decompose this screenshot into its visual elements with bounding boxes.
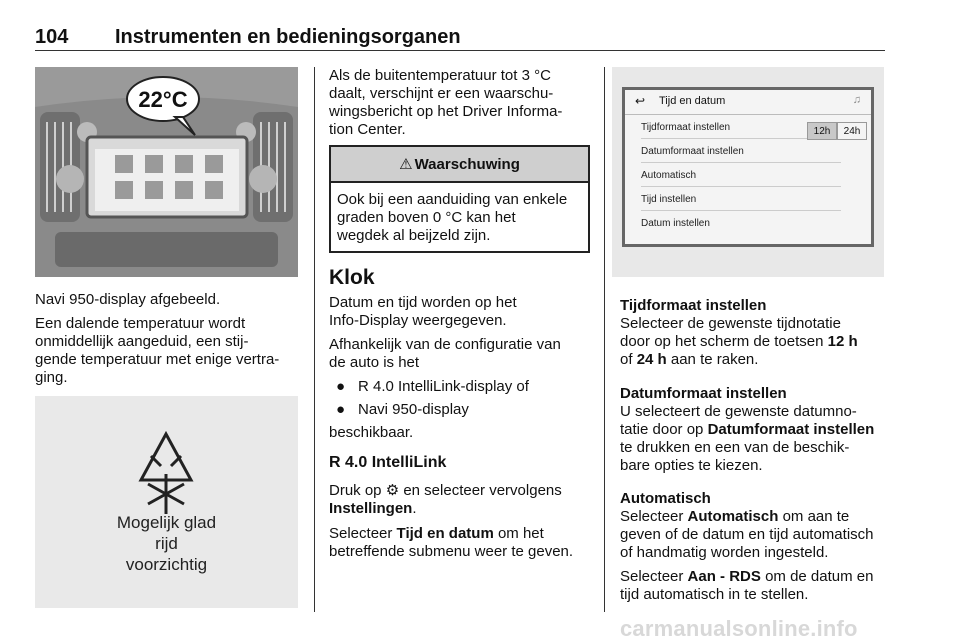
text-run: of	[620, 351, 633, 368]
temperature-paragraph	[35, 315, 279, 387]
tijdformaat-paragraph	[620, 315, 890, 369]
screen-title-bar	[625, 90, 871, 115]
bold-term: Tijd en datum	[396, 525, 494, 542]
bold-term: Automatisch	[687, 508, 779, 525]
bullet-dot-icon: ●	[336, 378, 346, 395]
text-run: door op het scherm de toetsen	[620, 333, 824, 350]
bullet-dot-icon: ●	[336, 401, 346, 418]
time-date-screen-image	[612, 67, 884, 277]
text-line: gende temperatuur met enige vertra-	[35, 351, 280, 368]
automatisch-paragraph	[620, 508, 890, 562]
text-run: om de datum en	[765, 568, 874, 585]
list-item-label: R 4.0 IntelliLink-display of	[358, 378, 529, 395]
text-line: Info-Display weergegeven.	[329, 312, 507, 329]
text-run: om het	[497, 525, 544, 542]
screen-row-label: Automatisch	[641, 170, 697, 181]
text-line: Als de buitentemperatuur tot 3 °C	[329, 67, 551, 84]
text-line	[620, 421, 890, 439]
text-line: de auto is het	[329, 354, 420, 371]
available-text: beschikbaar.	[329, 424, 414, 441]
page-header	[35, 26, 885, 52]
datumformaat-paragraph	[620, 403, 890, 475]
text-line	[620, 333, 890, 351]
text-line: te drukken en een van de beschik-	[620, 439, 850, 456]
list-item-label: Navi 950-display	[358, 401, 469, 418]
section-heading-klok: Klok	[329, 266, 375, 289]
slippery-road-icon	[35, 396, 298, 608]
bold-term: Datumformaat instellen	[707, 421, 875, 438]
text-line: Een dalende temperatuur wordt	[35, 315, 246, 332]
warning-body	[331, 183, 588, 253]
text-run: en selecteer vervolgens	[403, 482, 562, 499]
segment-24h: 24h	[837, 122, 867, 140]
text-line: geven of de datum en tijd automatisch	[620, 526, 874, 543]
text-run: tatie door op	[620, 421, 704, 438]
select-paragraph	[329, 525, 594, 561]
ice-warning-text	[35, 512, 298, 575]
text-line: rijd	[155, 534, 178, 553]
text-run: aan te raken.	[670, 351, 759, 368]
bold-term: 24 h	[636, 351, 667, 368]
text-line: Ook bij een aanduiding van enkele	[337, 191, 568, 208]
text-line: tijd automatisch in te stellen.	[620, 586, 809, 603]
bold-term: 12 h	[827, 333, 858, 350]
screen-row	[641, 142, 841, 163]
segment-12h: 12h	[807, 122, 837, 140]
bold-term: Instellingen	[329, 500, 413, 517]
text-line: onmiddellijk aangeduid, een stij-	[35, 333, 249, 350]
text-line: betreffende submenu weer te geven.	[329, 543, 574, 560]
text-run: .	[412, 500, 417, 517]
back-arrow-icon: ↩	[635, 94, 646, 108]
page-number: 104	[35, 26, 69, 48]
text-run: Selecteer	[620, 568, 684, 585]
text-line: graden boven 0 °C kan het	[337, 209, 516, 226]
ice-warning-image	[35, 396, 298, 608]
list-item	[336, 378, 586, 396]
settings-gear-icon: ⚙	[385, 482, 400, 499]
warning-triangle-icon: ⚠	[399, 156, 413, 173]
text-line	[329, 525, 594, 543]
text-line: bare opties te kiezen.	[620, 457, 763, 474]
text-line	[620, 351, 890, 369]
text-line: of handmatig worden ingesteld.	[620, 544, 829, 561]
column-divider-right	[604, 67, 605, 612]
subheading-datumformaat: Datumformaat instellen	[620, 385, 787, 402]
section-heading-r40: R 4.0 IntelliLink	[329, 454, 447, 471]
text-line: wingsbericht op het Driver Informa-	[329, 103, 563, 120]
screen-row	[641, 214, 841, 234]
aan-rds-paragraph	[620, 568, 890, 604]
screen-title: Tijd en datum	[659, 95, 726, 107]
text-line: Afhankelijk van de configuratie van	[329, 336, 561, 353]
text-line: Selecteer de gewenste tijdnotatie	[620, 315, 841, 332]
text-run: Druk op	[329, 482, 382, 499]
warning-title: Waarschuwing	[414, 155, 520, 173]
text-line	[620, 508, 890, 526]
text-line	[329, 500, 594, 518]
text-line: daalt, verschijnt er een waarschu-	[329, 85, 554, 102]
text-line: Datum en tijd worden op het	[329, 294, 517, 311]
text-line	[329, 482, 594, 500]
klok-paragraph	[329, 294, 517, 330]
intro-paragraph	[329, 67, 562, 139]
config-paragraph	[329, 336, 561, 372]
text-line: wegdek al beijzeld zijn.	[337, 227, 491, 244]
text-line: Mogelijk glad	[116, 513, 217, 532]
text-run: Selecteer	[620, 508, 684, 525]
column-divider-left	[314, 67, 315, 612]
temperature-callout: 22°C	[138, 87, 188, 112]
press-paragraph	[329, 482, 594, 518]
music-note-icon: ♫	[852, 94, 861, 106]
screen-frame	[622, 87, 874, 247]
screen-row-label: Datumformaat instellen	[641, 146, 744, 157]
text-line: voorzichtig	[125, 555, 208, 574]
warning-box	[329, 145, 590, 253]
text-line	[620, 568, 890, 586]
screen-row	[641, 166, 841, 187]
text-run: Selecteer	[329, 525, 393, 542]
text-line: U selecteert de gewenste datumno-	[620, 403, 857, 420]
watermark: carmanualsonline.info	[620, 616, 858, 641]
subheading-automatisch: Automatisch	[620, 490, 711, 507]
list-item	[336, 401, 586, 419]
text-line: tion Center.	[329, 121, 406, 138]
screen-row-label: Tijdformaat instellen	[641, 122, 731, 133]
subheading-tijdformaat: Tijdformaat instellen	[620, 297, 767, 314]
dashboard-photo	[35, 67, 298, 277]
bold-term: Aan - RDS	[687, 568, 761, 585]
text-run: om aan te	[782, 508, 850, 525]
screen-row-label: Tijd instellen	[641, 194, 697, 205]
page-title: Instrumenten en bedieningsorganen	[115, 26, 461, 48]
text-line: ging.	[35, 369, 68, 386]
header-rule	[35, 50, 885, 51]
screen-row-label: Datum instellen	[641, 218, 710, 229]
photo-caption: Navi 950-display afgebeeld.	[35, 291, 221, 308]
warning-header	[331, 147, 588, 183]
screen-row	[641, 190, 841, 211]
